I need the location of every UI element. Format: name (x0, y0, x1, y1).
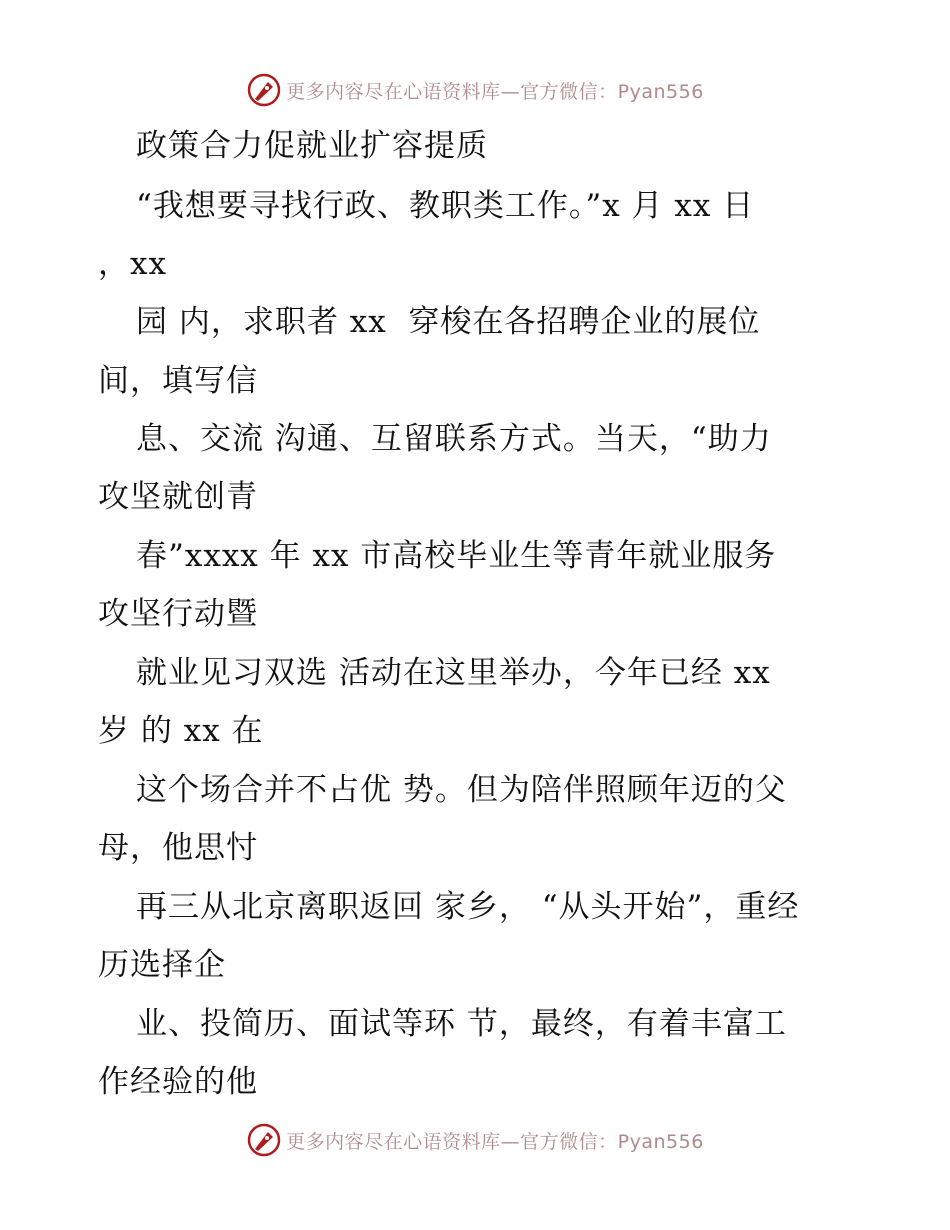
footer-banner-text: 更多内容尽在心语资料库—官方微信：Pyan556 (286, 1130, 704, 1153)
paragraph-line: 母，他思忖 (98, 830, 258, 866)
pen-nib-logo-icon (246, 1122, 282, 1158)
paragraph-line: 园 内，求职者 xx 穿梭在各招聘企业的展位 (136, 304, 761, 340)
paragraph-line: 息、交流 沟通、互留联系方式。当天，“助力 (136, 421, 772, 457)
paragraph-line: 再三从北京离职返回 家乡， “从头开始”，重经 (136, 889, 800, 925)
paragraph-line: 春”xxxx 年 xx 市高校毕业生等青年就业服务 (136, 538, 777, 574)
paragraph-line: 就业见习双选 活动在这里举办，今年已经 xx (136, 655, 771, 691)
paragraph-line: “我想要寻找行政、教职类工作。”x 月 xx 日 (136, 188, 755, 224)
paragraph-line: 作经验的他 (98, 1064, 258, 1100)
paragraph-line: 历选择企 (98, 947, 226, 983)
footer-banner (0, 1118, 950, 1162)
paragraph-line: 岁 的 xx 在 (98, 713, 264, 749)
paragraph-line: ，xx (98, 246, 167, 282)
paragraph-line: 这个场合并不占优 势。但为陪伴照顾年迈的父 (136, 772, 787, 808)
document-title: 政策合力促就业扩容提质 (136, 128, 488, 164)
header-banner-text: 更多内容尽在心语资料库—官方微信：Pyan556 (286, 80, 704, 103)
paragraph-line: 间，填写信 (98, 363, 258, 399)
paragraph-line: 攻坚行动暨 (98, 596, 258, 632)
paragraph-line: 攻坚就创青 (98, 479, 258, 515)
paragraph-line: 业、投简历、面试等环 节，最终，有着丰富工 (136, 1006, 787, 1042)
